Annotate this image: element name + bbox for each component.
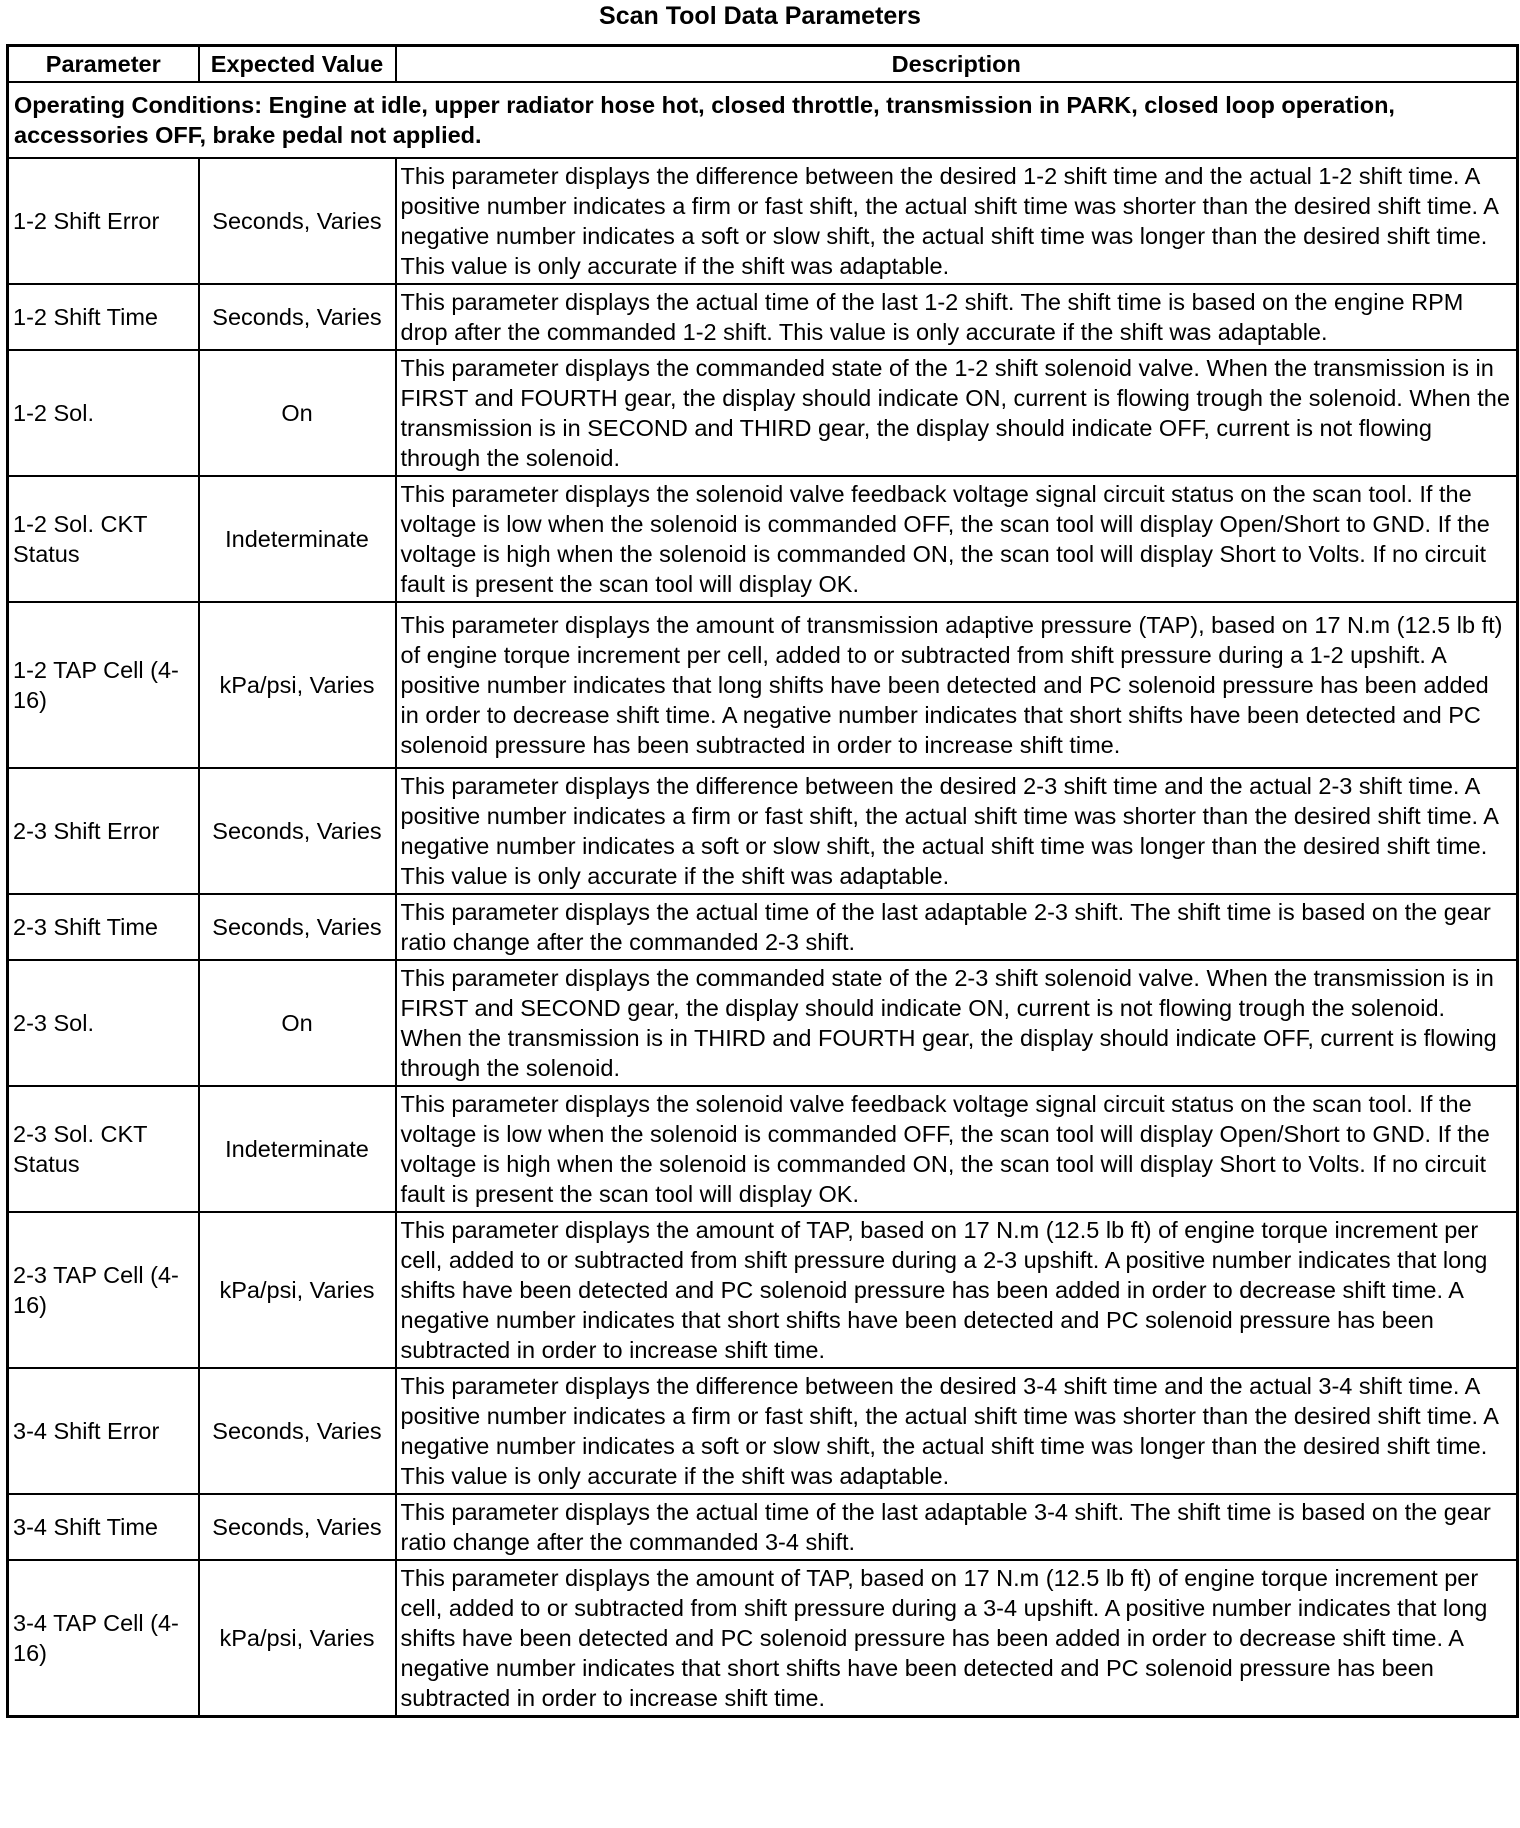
expected-value-cell: kPa/psi, Varies [199,1560,396,1717]
expected-value-cell: Seconds, Varies [199,158,396,284]
expected-value-cell: kPa/psi, Varies [199,1212,396,1368]
description-cell: This parameter displays the amount of transmission adaptive pressure (TAP), based on 17 N.m (12.5 lb ft) of engine torque increment per cell, added to or subtracted from shift pressure during a 1-2 upshift. A positive number indicates that long shifts have been detected and PC solenoid pressure has been added in order to decrease shift time. A negative number indicates that short shifts have been detected and PC solenoid pressure has been subtracted in order to increase shift time. [396,602,1518,768]
description-cell: This parameter displays the actual time of the last adaptable 3-4 shift. The shift time is based on the gear ratio change after the commanded 3-4 shift. [396,1494,1518,1560]
table-row [8,1086,1518,1212]
expected-value-cell: Seconds, Varies [199,894,396,960]
table-row [8,894,1518,960]
expected-value-cell: Seconds, Varies [199,768,396,894]
header-parameter: Parameter [8,46,199,83]
description-cell: This parameter displays the commanded state of the 2-3 shift solenoid valve. When the transmission is in FIRST and SECOND gear, the display should indicate ON, current is not flowing trough the solenoid. When the transmission is in THIRD and FOURTH gear, the display should indicate OFF, current is flowing through the solenoid. [396,960,1518,1086]
parameter-cell: 3-4 TAP Cell (4-16) [8,1560,199,1717]
page-title: Scan Tool Data Parameters [599,2,921,30]
description-cell: This parameter displays the difference between the desired 2-3 shift time and the actual 2-3 shift time. A positive number indicates a firm or fast shift, the actual shift time was shorter than the desired shift time. A negative number indicates a soft or slow shift, the actual shift time was longer than the desired shift time. This value is only accurate if the shift was adaptable. [396,768,1518,894]
parameter-cell: 1-2 Shift Time [8,284,199,350]
parameter-cell: 2-3 Sol. [8,960,199,1086]
table-row [8,1212,1518,1368]
operating-conditions-row [8,82,1518,158]
operating-conditions: Operating Conditions: Engine at idle, upper radiator hose hot, closed throttle, transmission in PARK, closed loop operation, accessories OFF, brake pedal not applied. [8,82,1518,158]
table-row [8,602,1518,768]
parameter-cell: 1-2 Sol. CKT Status [8,476,199,602]
description-cell: This parameter displays the difference between the desired 1-2 shift time and the actual 1-2 shift time. A positive number indicates a firm or fast shift, the actual shift time was shorter than the desired shift time. A negative number indicates a soft or slow shift, the actual shift time was longer than the desired shift time. This value is only accurate if the shift was adaptable. [396,158,1518,284]
description-cell: This parameter displays the actual time of the last 1-2 shift. The shift time is based on the engine RPM drop after the commanded 1-2 shift. This value is only accurate if the shift was adaptable. [396,284,1518,350]
table-row [8,350,1518,476]
expected-value-cell: Indeterminate [199,476,396,602]
header-description: Description [396,46,1518,83]
description-cell: This parameter displays the solenoid valve feedback voltage signal circuit status on the scan tool. If the voltage is low when the solenoid is commanded OFF, the scan tool will display Open/Short to GND. If the voltage is high when the solenoid is commanded ON, the scan tool will display Short to Volts. If no circuit fault is present the scan tool will display OK. [396,476,1518,602]
table-row [8,476,1518,602]
parameter-cell: 2-3 Shift Time [8,894,199,960]
expected-value-cell: kPa/psi, Varies [199,602,396,768]
expected-value-cell: Seconds, Varies [199,1368,396,1494]
scan-tool-data-table [6,44,1519,1718]
parameter-cell: 2-3 TAP Cell (4-16) [8,1212,199,1368]
parameter-cell: 1-2 Sol. [8,350,199,476]
parameter-cell: 1-2 TAP Cell (4-16) [8,602,199,768]
table-row [8,1494,1518,1560]
table-row [8,1560,1518,1717]
header-row [8,46,1518,83]
table-row [8,768,1518,894]
table-row [8,158,1518,284]
description-cell: This parameter displays the solenoid valve feedback voltage signal circuit status on the scan tool. If the voltage is low when the solenoid is commanded OFF, the scan tool will display Open/Short to GND. If the voltage is high when the solenoid is commanded ON, the scan tool will display Short to Volts. If no circuit fault is present the scan tool will display OK. [396,1086,1518,1212]
parameter-cell: 2-3 Sol. CKT Status [8,1086,199,1212]
description-cell: This parameter displays the difference between the desired 3-4 shift time and the actual 3-4 shift time. A positive number indicates a firm or fast shift, the actual shift time was shorter than the desired shift time. A negative number indicates a soft or slow shift, the actual shift time was longer than the desired shift time. This value is only accurate if the shift was adaptable. [396,1368,1518,1494]
expected-value-cell: Indeterminate [199,1086,396,1212]
parameter-cell: 2-3 Shift Error [8,768,199,894]
table-row [8,960,1518,1086]
description-cell: This parameter displays the amount of TAP, based on 17 N.m (12.5 lb ft) of engine torque increment per cell, added to or subtracted from shift pressure during a 2-3 upshift. A positive number indicates that long shifts have been detected and PC solenoid pressure has been added in order to decrease shift time. A negative number indicates that short shifts have been detected and PC solenoid pressure has been subtracted in order to increase shift time. [396,1212,1518,1368]
description-cell: This parameter displays the amount of TAP, based on 17 N.m (12.5 lb ft) of engine torque increment per cell, added to or subtracted from shift pressure during a 3-4 upshift. A positive number indicates that long shifts have been detected and PC solenoid pressure has been added in order to decrease shift time. A negative number indicates that short shifts have been detected and PC solenoid pressure has been subtracted in order to increase shift time. [396,1560,1518,1717]
parameter-cell: 1-2 Shift Error [8,158,199,284]
parameter-cell: 3-4 Shift Time [8,1494,199,1560]
expected-value-cell: Seconds, Varies [199,284,396,350]
description-cell: This parameter displays the actual time of the last adaptable 2-3 shift. The shift time is based on the gear ratio change after the commanded 2-3 shift. [396,894,1518,960]
expected-value-cell: On [199,350,396,476]
expected-value-cell: Seconds, Varies [199,1494,396,1560]
description-cell: This parameter displays the commanded state of the 1-2 shift solenoid valve. When the transmission is in FIRST and FOURTH gear, the display should indicate ON, current is flowing trough the solenoid. When the transmission is in SECOND and THIRD gear, the display should indicate OFF, current is not flowing through the solenoid. [396,350,1518,476]
parameter-cell: 3-4 Shift Error [8,1368,199,1494]
header-expected-value: Expected Value [199,46,396,83]
table-row [8,1368,1518,1494]
expected-value-cell: On [199,960,396,1086]
table-row [8,284,1518,350]
